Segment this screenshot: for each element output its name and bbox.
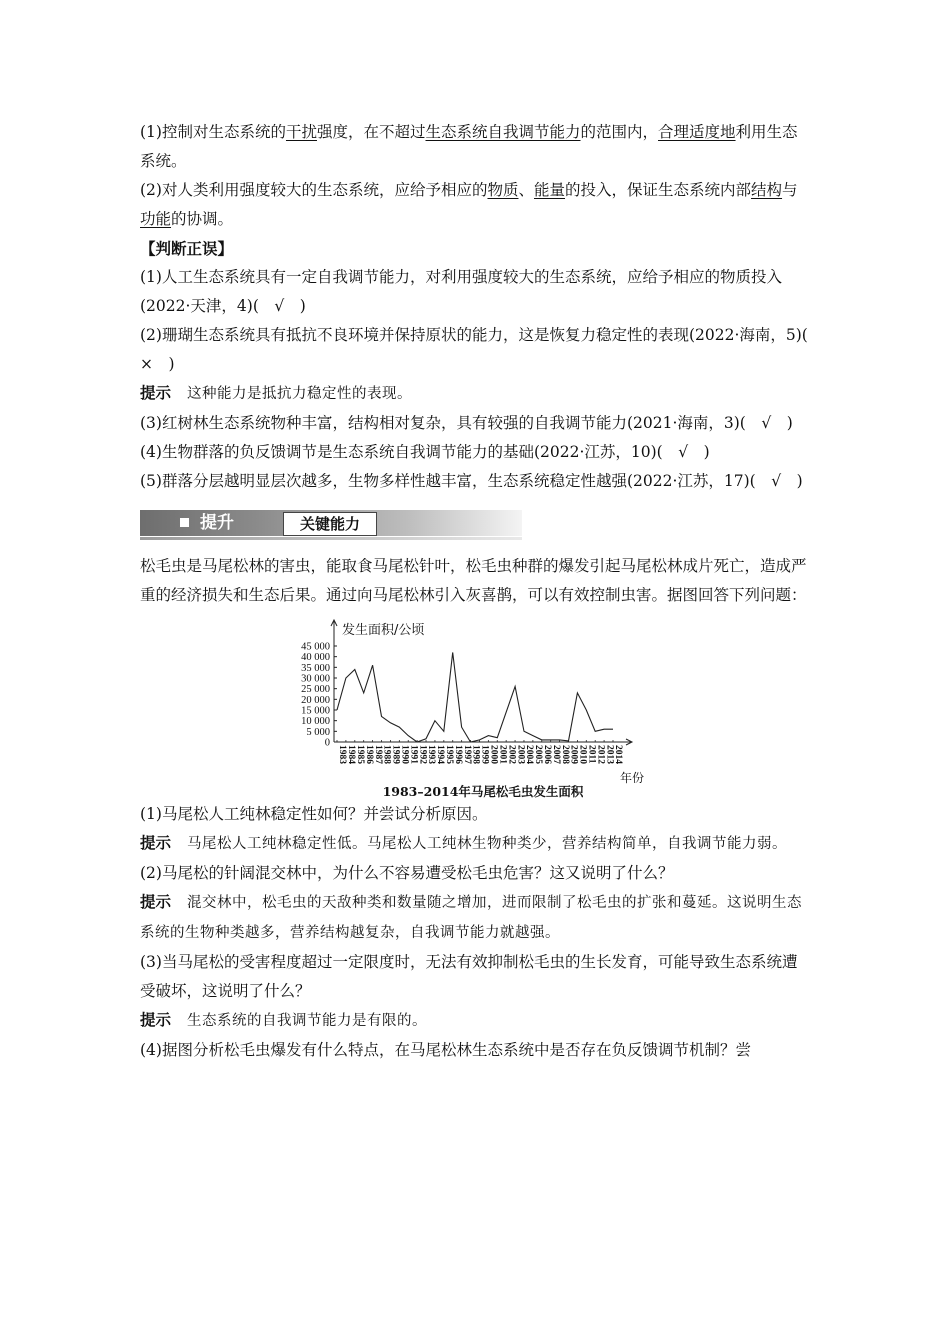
text: 的投入，保证生态系统内部 <box>565 181 752 199</box>
question-2: (2)马尾松的针阔混交林中，为什么不容易遭受松毛虫危害？这又说明了什么？ <box>140 864 674 882</box>
x-tick-label: 1991 <box>408 745 419 764</box>
x-tick-label: 2009 <box>568 745 579 764</box>
judge-item-4: (4)生物群落的负反馈调节是生态系统自我调节能力的基础(2022·江苏，10)( √ ) <box>140 443 710 461</box>
y-tick-label: 10 000 <box>301 716 330 728</box>
x-tick-label: 1986 <box>363 745 374 764</box>
answer-3 <box>140 1006 812 1036</box>
measure-1 <box>140 118 812 176</box>
x-tick-label: 2000 <box>488 745 499 764</box>
text: 与 <box>782 181 798 199</box>
x-tick-label: 1994 <box>435 745 446 764</box>
y-tick-label: 15 000 <box>301 705 330 717</box>
underlined-term: 功能 <box>140 210 172 228</box>
y-tick-label: 45 000 <box>301 641 330 653</box>
underlined-term: 合理适度地 <box>658 123 736 141</box>
text: 利用生态系统。 <box>140 123 798 170</box>
x-axis-label: 年份 <box>620 771 645 785</box>
x-tick-label: 2006 <box>541 745 552 764</box>
text: 、 <box>518 181 534 199</box>
answer-1 <box>140 829 812 859</box>
measure-2 <box>140 176 812 234</box>
tip-text: 生态系统的自我调节能力是有限的。 <box>187 1013 428 1029</box>
text: 的协调。 <box>171 210 234 228</box>
y-tick-label: 20 000 <box>301 694 330 706</box>
tip-text: 马尾松人工纯林稳定性低。马尾松人工纯林生物种类少，营养结构简单，自我调节能力弱。 <box>187 836 788 852</box>
x-tick-label: 2002 <box>506 745 517 764</box>
judge-item-1: (1)人工生态系统具有一定自我调节能力，对利用强度较大的生态系统，应给予相应的物质投入(2022·天津，4)( √ ) <box>140 268 782 315</box>
judge-item-3: (3)红树林生态系统物种丰富，结构相对复杂，具有较强的自我调节能力(2021·海南，3)( √ ) <box>140 414 793 432</box>
x-tick-label: 2014 <box>613 745 624 764</box>
judge-item-2: (2)珊瑚生态系统具有抵抗不良环境并保持原状的能力，这是恢复力稳定性的表现(2022·海南，5)( × ) <box>140 326 824 373</box>
x-tick-label: 2013 <box>604 745 615 764</box>
x-tick-label: 1990 <box>399 745 410 764</box>
tip-label: 提示 <box>140 893 172 911</box>
x-tick-label: 1997 <box>461 745 472 764</box>
x-tick-label: 1984 <box>346 745 357 764</box>
text: (2)对人类利用强度较大的生态系统，应给予相应的 <box>140 181 488 199</box>
question-3: (3)当马尾松的受害程度超过一定限度时，无法有效抑制松毛虫的生长发育，可能导致生态系统遭受破坏，这说明了什么？ <box>140 953 798 1000</box>
text: 的范围内， <box>580 123 659 141</box>
data-line <box>337 652 613 742</box>
underlined-term: 生态系统自我调节能力 <box>425 123 581 141</box>
tip-text: 混交林中，松毛虫的天敌种类和数量随之增加，进而限制了松毛虫的扩张和蔓延。这说明生态系统的生物种类越多，营养结构越复杂，自我调节能力就越强。 <box>140 895 803 941</box>
x-tick-label: 2011 <box>586 745 597 764</box>
question-4: (4)据图分析松毛虫爆发有什么特点，在马尾松林生态系统中是否存在负反馈调节机制？尝 <box>140 1041 751 1059</box>
x-tick-label: 2007 <box>550 745 561 764</box>
x-tick-label: 1987 <box>372 745 383 764</box>
y-tick-label: 5 000 <box>306 726 330 738</box>
x-tick-label: 1998 <box>470 745 481 764</box>
x-tick-label: 2010 <box>577 745 588 764</box>
x-tick-label: 2004 <box>524 745 535 764</box>
underlined-term: 结构 <box>751 181 783 199</box>
section-label-sub: 关键能力 <box>283 512 377 536</box>
text: (1)控制对生态系统的 <box>140 123 286 141</box>
y-axis-label: 发生面积/公顷 <box>342 623 425 638</box>
section-banner <box>140 506 812 540</box>
section-label-main: 提升 <box>200 513 234 533</box>
page-content <box>140 118 824 1065</box>
y-tick-label: 25 000 <box>301 684 330 696</box>
square-icon <box>180 518 189 527</box>
x-tick-label: 1992 <box>417 745 428 764</box>
x-tick-label: 1985 <box>355 745 366 764</box>
text: 强度，在不超过 <box>316 123 426 141</box>
tip-text: 这种能力是抵抗力稳定性的表现。 <box>187 386 413 402</box>
chart-container <box>140 612 812 798</box>
x-tick-label: 1999 <box>479 745 490 764</box>
x-tick-label: 1993 <box>426 745 437 764</box>
judge-tip-2 <box>140 379 812 409</box>
x-tick-label: 2012 <box>595 745 606 764</box>
tip-label: 提示 <box>140 834 172 852</box>
intro-paragraph: 松毛虫是马尾松林的害虫，能取食马尾松针叶，松毛虫种群的爆发引起马尾松林成片死亡，造成严重的经济损失和生态后果。通过向马尾松林引入灰喜鹊，可以有效控制虫害。据图回答下列问题： <box>140 557 807 604</box>
chart-title: 1983–2014年马尾松毛虫发生面积 <box>382 784 584 799</box>
underlined-term: 能量 <box>534 181 566 199</box>
y-tick-label: 30 000 <box>301 673 330 685</box>
tip-label: 提示 <box>140 384 172 402</box>
x-tick-label: 2008 <box>559 745 570 764</box>
x-tick-label: 2005 <box>533 745 544 764</box>
x-tick-label: 1989 <box>390 745 401 764</box>
tip-label: 提示 <box>140 1011 172 1029</box>
line-chart <box>301 612 660 799</box>
x-tick-label: 2001 <box>497 745 508 764</box>
x-tick-label: 1983 <box>337 745 348 764</box>
underlined-term: 物质 <box>487 181 519 199</box>
judge-item-5: (5)群落分层越明显层次越多，生物多样性越丰富，生态系统稳定性越强(2022·江苏，17)( √ ) <box>140 472 803 490</box>
judge-heading: 【判断正误】 <box>140 239 234 258</box>
y-tick-label: 40 000 <box>301 652 330 664</box>
x-tick-label: 2003 <box>515 745 526 764</box>
x-tick-label: 1996 <box>452 745 463 764</box>
x-tick-label: 1988 <box>381 745 392 764</box>
question-1: (1)马尾松人工纯林稳定性如何？并尝试分析原因。 <box>140 805 488 823</box>
x-tick-label: 1995 <box>444 745 455 764</box>
answer-2 <box>140 888 812 948</box>
y-tick-label: 0 <box>324 737 330 749</box>
underlined-term: 干扰 <box>285 123 317 141</box>
y-tick-label: 35 000 <box>301 662 330 674</box>
